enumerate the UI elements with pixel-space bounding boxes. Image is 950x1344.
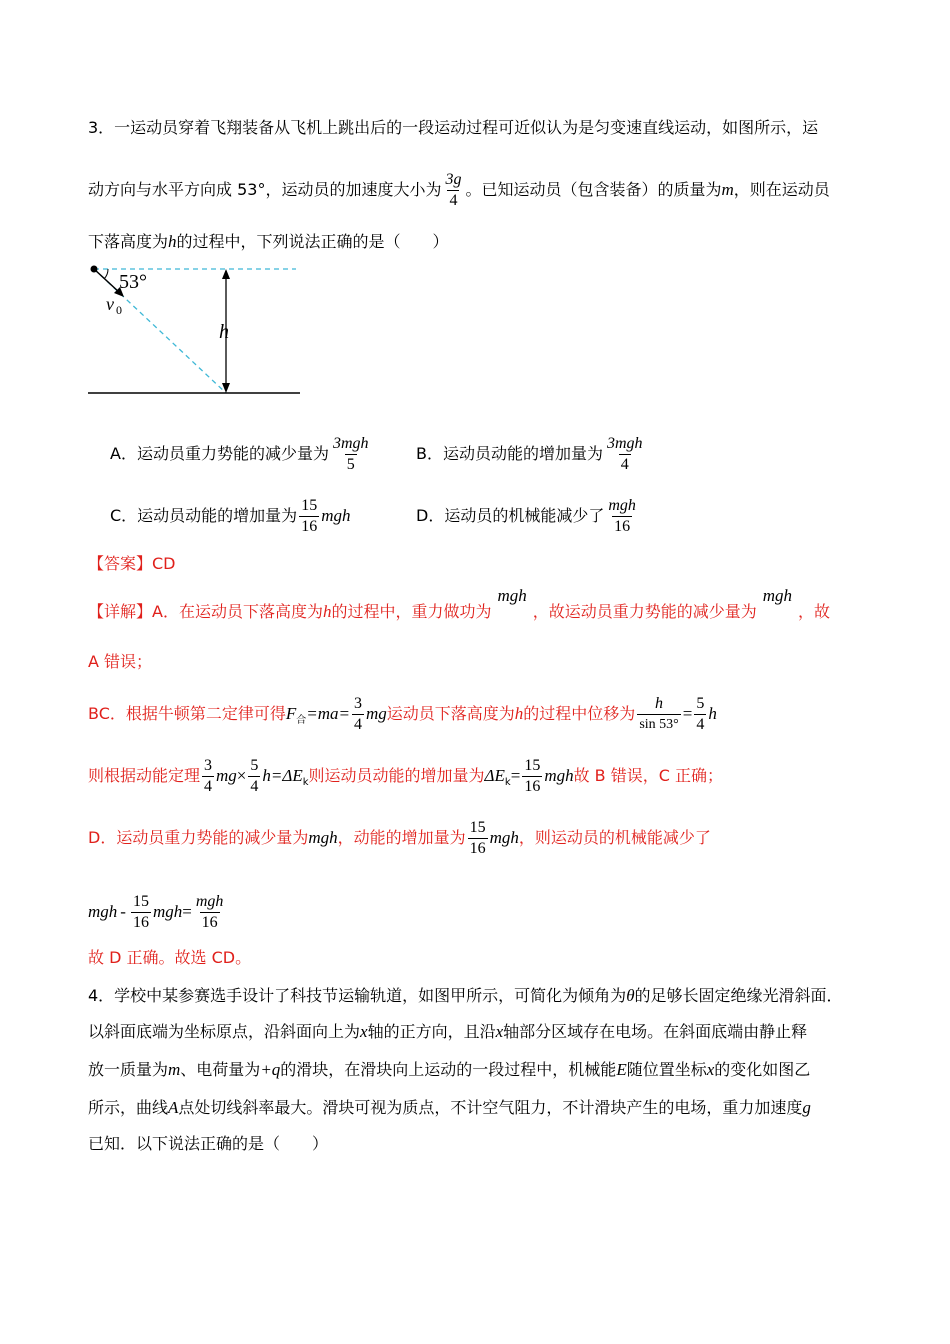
velocity-arrow: [94, 269, 120, 293]
option-c[interactable]: C．运动员动能的增加量为 $\frac{15}{16}$ mgh: [110, 497, 351, 535]
q3-figure: [86, 260, 306, 400]
q4-line-3: 放一质量为m、电荷量为+q的滑块，在滑块向上运动的一段过程中，机械能E随位置坐标x的变化如图乙: [88, 1060, 811, 1079]
answer-label: 【答案】CD: [88, 554, 176, 573]
angle-arc: [104, 269, 108, 279]
option-b[interactable]: B．运动员动能的增加量为 $\frac{\text{3mgh}}{4}$: [416, 435, 643, 473]
solution-line-4: 则根据动能定理 $\frac{3}{4}$ mg× $\frac{5}{4}$ $h=\Delta E_k$则运动员动能的增加量为$\Delta E_k=$ $\frac{15}{16}$ mgh故 B 错误，C 正确；: [88, 757, 724, 795]
option-d[interactable]: D．运动员的机械能减少了 $\frac{\text{mgh}}{16}$: [416, 497, 636, 535]
height-label: h: [219, 321, 229, 343]
solution-line-2: A 错误；: [88, 652, 153, 671]
velocity-subscript: 0: [116, 303, 122, 317]
velocity-label: v: [106, 294, 114, 314]
solution-conclusion: 故 D 正确。故选 CD。: [88, 948, 252, 967]
q4-line-2: 以斜面底端为坐标原点，沿斜面向上为x轴的正方向，且沿x轴部分区域存在电场。在斜面底端由静止释: [88, 1022, 808, 1041]
q3-line-3: 下落高度为h的过程中，下列说法正确的是（ ）: [88, 232, 449, 251]
solution-line-5: D．运动员重力势能的减少量为mgh，动能的增加量为 $\frac{15}{16}$ mgh，则运动员的机械能减少了: [88, 819, 711, 857]
solution-line-6: mgh - $\frac{15}{16}$ mgh= $\frac{\text{mgh}}{16}$: [88, 893, 224, 931]
q3-line-2: 动方向与水平方向成 53°，运动员的加速度大小为 $\frac{3g}{4}$ 。已知运动员（包含装备）的质量为m，则在运动员: [88, 171, 830, 209]
angle-label: 53°: [119, 271, 147, 293]
q4-line-1: 4．学校中某参赛选手设计了科技节运输轨道，如图甲所示，可简化为倾角为θ的足够长固定绝缘光滑斜面．: [88, 986, 843, 1005]
accel-fraction: $\frac{3g}{4}$: [445, 171, 462, 209]
q3-line-1: 3．一运动员穿着飞翔装备从飞机上跳出后的一段运动过程可近似认为是匀变速直线运动，如图所示，运: [88, 118, 819, 137]
option-a[interactable]: A．运动员重力势能的减少量为 $\frac{\text{3mgh}}{5}$: [110, 435, 369, 473]
solution-line-1: 【详解】A．在运动员下落高度为h的过程中，重力做功为mgh，故运动员重力势能的减少量为mgh，故: [88, 586, 831, 621]
q4-line-5: 已知．以下说法正确的是（ ）: [88, 1134, 329, 1153]
q4-line-4: 所示，曲线A点处切线斜率最大。滑块可视为质点，不计空气阻力，不计滑块产生的电场，重力加速度g: [88, 1098, 811, 1117]
solution-line-3: BC．根据牛顿第二定律可得$F_合=ma=$ $\frac{3}{4}$ mg运动员下落高度为h的过程中位移为 $\frac{h}{\sin 53^\circ}$ = $\frac{5}{4}$ h: [88, 695, 717, 733]
